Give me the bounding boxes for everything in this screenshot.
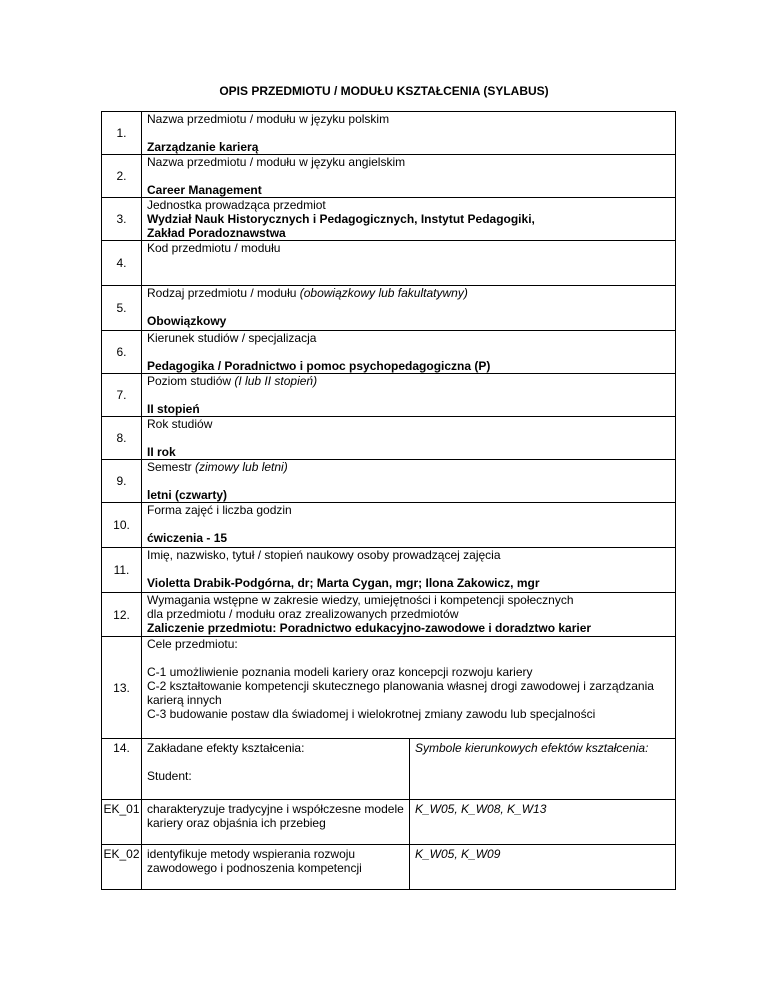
table-row: [102, 155, 676, 198]
field-value: letni (czwarty): [147, 488, 228, 502]
row-number: 10.: [102, 503, 142, 548]
row-number: 3.: [102, 198, 142, 241]
field-label: Rodzaj przedmiotu / modułu (obowiązkowy lub fakultatywny): [147, 286, 468, 300]
row-number: 12.: [102, 593, 142, 637]
field-value: II rok: [147, 445, 176, 459]
row-number: 13.: [102, 637, 142, 739]
field-value: II stopień: [147, 402, 200, 416]
row-content: [142, 198, 676, 241]
goal-item: C-1 umożliwienie poznania modeli kariery oraz koncepcji rozwoju kariery: [147, 665, 533, 679]
table-row: [102, 286, 676, 331]
row-content: [142, 637, 676, 739]
field-label: dla przedmiotu / modułu oraz zrealizowanych przedmiotów: [147, 607, 459, 621]
row-content: [142, 286, 676, 331]
effect-symbols: K_W05, K_W08, K_W13: [410, 800, 676, 845]
effect-description: charakteryzuje tradycyjne i współczesne modele kariery oraz objaśnia ich przebieg: [142, 800, 410, 845]
field-label: Semestr (zimowy lub letni): [147, 460, 288, 474]
field-label: Nazwa przedmiotu / modułu w języku polskim: [147, 112, 390, 126]
row-number: 9.: [102, 460, 142, 503]
field-label: Student:: [147, 769, 192, 783]
field-value: Zarządzanie karierą: [147, 140, 259, 154]
row-content: [142, 417, 676, 460]
field-value: Zaliczenie przedmiotu: Poradnictwo edukacyjno-zawodowe i doradztwo karier: [147, 621, 592, 635]
table-row: [102, 800, 676, 845]
row-number: 7.: [102, 374, 142, 417]
row-content: [142, 548, 676, 593]
table-row: [102, 503, 676, 548]
field-label: Imię, nazwisko, tytuł / stopień naukowy osoby prowadzącej zajęcia: [147, 548, 501, 562]
field-label: Kierunek studiów / specjalizacja: [147, 331, 317, 345]
row-number: 6.: [102, 331, 142, 374]
field-label: Forma zajęć i liczba godzin: [147, 503, 292, 517]
field-label: Kod przedmiotu / modułu: [147, 241, 281, 255]
effect-code: EK_01: [102, 800, 142, 845]
row-number: 8.: [102, 417, 142, 460]
field-value: ćwiczenia - 15: [147, 531, 228, 545]
row-number: 2.: [102, 155, 142, 198]
row-content: [142, 374, 676, 417]
syllabus-table: [101, 111, 676, 890]
field-label: Cele przedmiotu:: [147, 637, 238, 651]
table-row: [102, 548, 676, 593]
field-label: Jednostka prowadząca przedmiot: [147, 198, 326, 212]
row-number: 5.: [102, 286, 142, 331]
field-value: Obowiązkowy: [147, 314, 227, 328]
table-row: [102, 637, 676, 739]
table-row: [102, 374, 676, 417]
field-label: Zakładane efekty kształcenia:: [147, 741, 305, 755]
row-content: [142, 112, 676, 155]
row-number: 11.: [102, 548, 142, 593]
row-content: [142, 331, 676, 374]
field-value: Wydział Nauk Historycznych i Pedagogicznych, Instytut Pedagogiki,: [147, 212, 535, 226]
table-row: [102, 417, 676, 460]
field-value: Violetta Drabik-Podgórna, dr; Marta Cygan, mgr; Ilona Zakowicz, mgr: [147, 576, 540, 590]
effect-symbols: K_W05, K_W09: [410, 845, 676, 890]
row-content: [142, 241, 676, 286]
goal-item: C-3 budowanie postaw dla świadomej i wielokrotnej zmiany zawodu lub specjalności: [147, 707, 596, 721]
row-number: 1.: [102, 112, 142, 155]
goal-item: karierą innych: [147, 693, 222, 707]
document-title: OPIS PRZEDMIOTU / MODUŁU KSZTAŁCENIA (SYLABUS): [219, 84, 549, 98]
effect-code: EK_02: [102, 845, 142, 890]
row-content: [142, 739, 410, 800]
table-row: [102, 739, 676, 800]
field-label: Nazwa przedmiotu / modułu w języku angielskim: [147, 155, 406, 169]
row-content: [142, 155, 676, 198]
table-row: [102, 460, 676, 503]
field-value: Pedagogika / Poradnictwo i pomoc psychopedagogiczna (P): [147, 359, 491, 373]
table-row: [102, 593, 676, 637]
field-label: Poziom studiów (I lub II stopień): [147, 374, 318, 388]
field-label: Rok studiów: [147, 417, 213, 431]
row-number: 14.: [102, 739, 142, 800]
table-row: [102, 331, 676, 374]
table-row: [102, 198, 676, 241]
field-value: Career Management: [147, 183, 262, 197]
row-content: [142, 503, 676, 548]
field-label: Wymagania wstępne w zakresie wiedzy, umiejętności i kompetencji społecznych: [147, 593, 574, 607]
table-row: [102, 845, 676, 890]
effect-description: identyfikuje metody wspierania rozwoju zawodowego i podnoszenia kompetencji: [142, 845, 410, 890]
field-value: Zakład Poradoznawstwa: [147, 226, 286, 240]
symbols-header: Symbole kierunkowych efektów kształcenia:: [410, 739, 676, 800]
table-row: [102, 241, 676, 286]
row-number: 4.: [102, 241, 142, 286]
row-content: [142, 593, 676, 637]
row-content: [142, 460, 676, 503]
table-row: [102, 112, 676, 155]
goal-item: C-2 kształtowanie kompetencji skutecznego planowania własnej drogi zawodowej i zarządzania: [147, 679, 654, 693]
